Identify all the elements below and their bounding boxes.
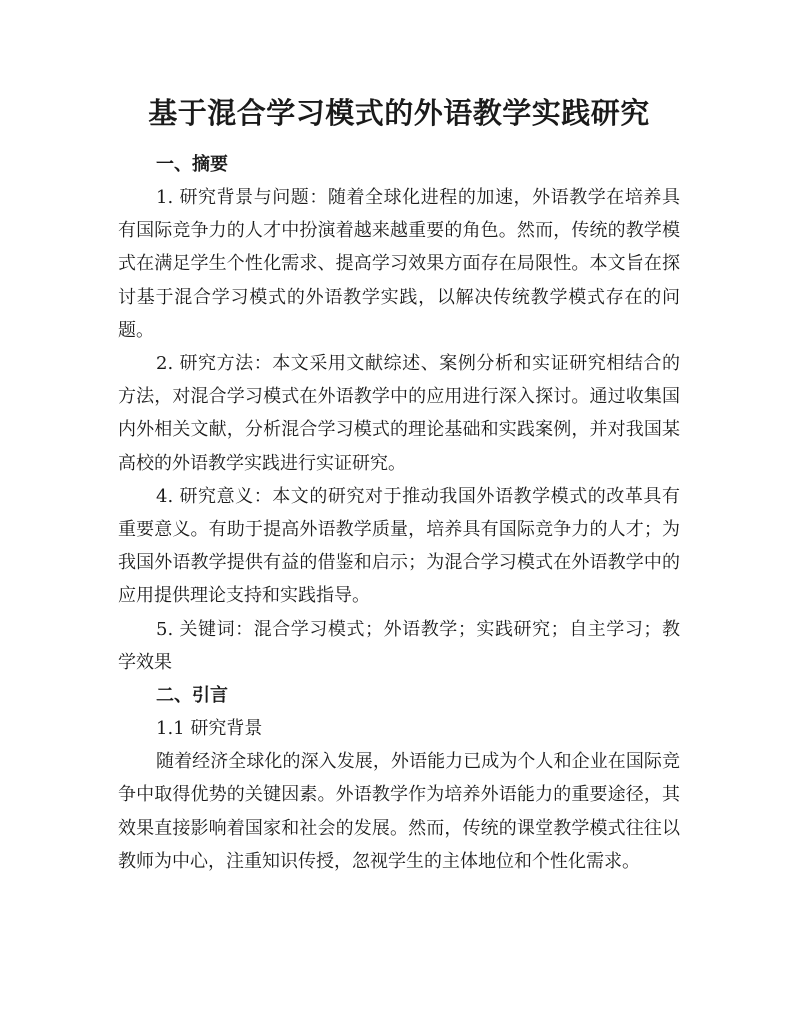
subheading-research-background: 1.1 研究背景 [156,718,263,740]
paragraph-introduction-background: 随着经济全球化的深入发展，外语能力已成为个人和企业在国际竞争中取得优势的关键因素。外语教学作为培养外语能力的重要途径，其效果直接影响着国家和社会的发展。然而，传统的课堂教学模式往往以教师为中心，注重知识传授，忽视学生的主体地位和个性化需求。 [118,751,680,872]
section-heading-abstract: 一、摘要 [156,154,228,175]
paragraph-keywords: 5. 关键词：混合学习模式；外语教学；实践研究；自主学习；教学效果 [118,618,680,673]
document-title: 基于混合学习模式的外语教学实践研究 [148,96,650,130]
section-heading-introduction: 二、引言 [156,685,228,707]
paragraph-research-method: 2. 研究方法：本文采用文献综述、案例分析和实证研究相结合的方法，对混合学习模式在外语教学中的应用进行深入探讨。通过收集国内外相关文献，分析混合学习模式的理论基础和实践案例，并对我国某高校的外语教学实践进行实证研究。 [118,353,680,474]
document-page [118,92,680,878]
paragraph-research-background: 1. 研究背景与问题：随着全球化进程的加速，外语教学在培养具有国际竞争力的人才中扮演着越来越重要的角色。然而，传统的教学模式在满足学生个性化需求、提高学习效果方面存在局限性。本文旨在探讨基于混合学习模式的外语教学实践，以解决传统教学模式存在的问题。 [118,187,680,341]
paragraph-research-significance: 4. 研究意义：本文的研究对于推动我国外语教学模式的改革具有重要意义。有助于提高外语教学质量，培养具有国际竞争力的人才；为我国外语教学提供有益的借鉴和启示；为混合学习模式在外语教学中的应用提供理论支持和实践指导。 [118,485,680,607]
